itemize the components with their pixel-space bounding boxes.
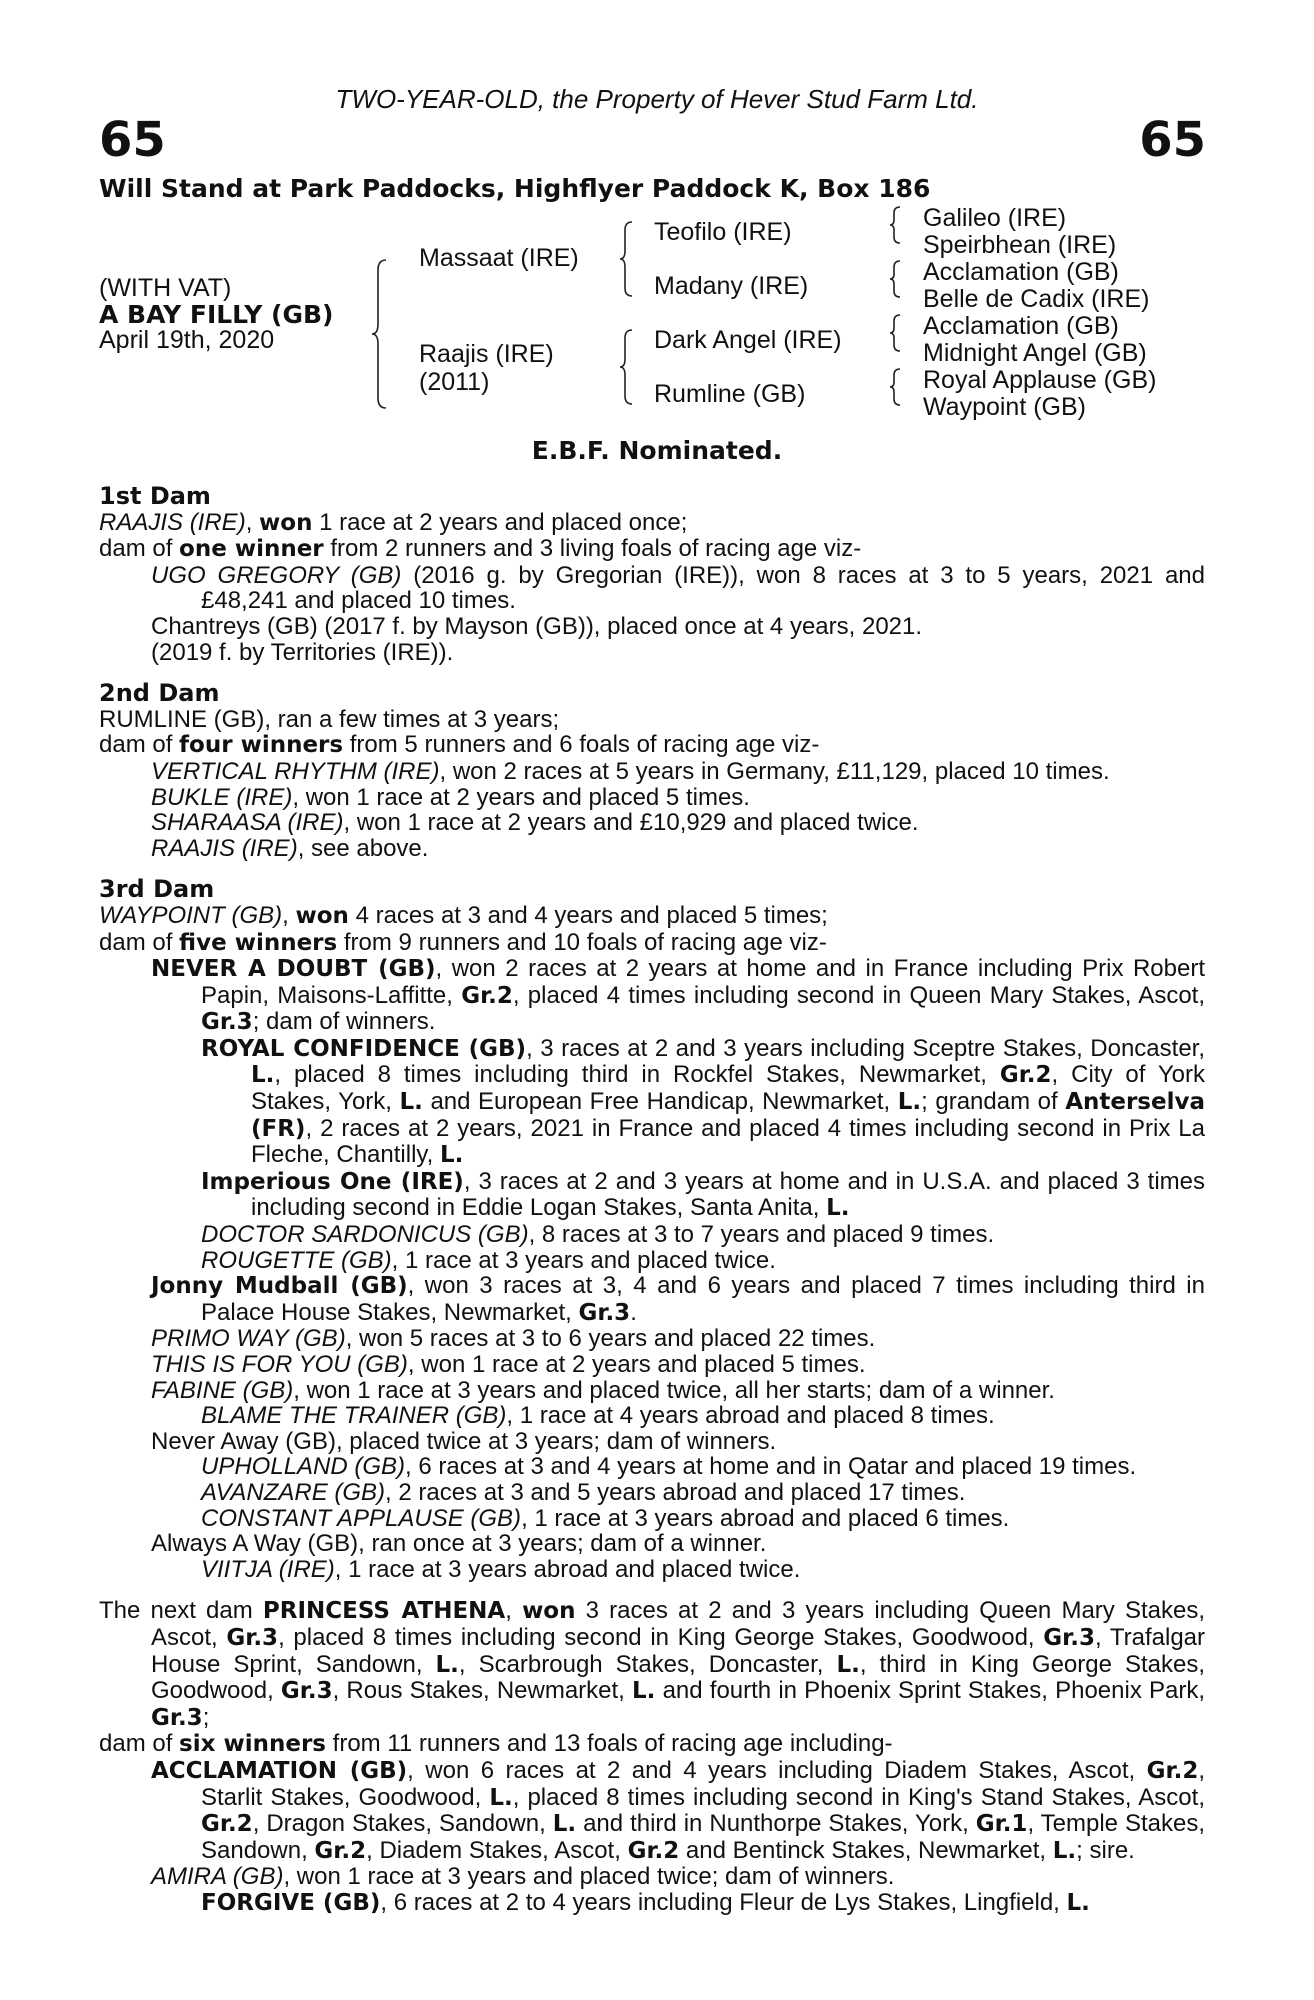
pedigree-ggs-8: Waypoint (GB): [923, 393, 1087, 421]
third-dam-produce: dam of five winners from 9 runners and 10 foals of racing age viz-: [99, 928, 827, 956]
lot-number-left: 65: [99, 112, 166, 168]
second-dam-foal-3: SHARAASA (IRE), won 1 race at 2 years and £10,929 and placed twice.: [151, 809, 919, 837]
stand-location: Will Stand at Park Paddocks, Highflyer Paddock K, Box 186: [99, 174, 931, 203]
page-header-title: TWO-YEAR-OLD, the Property of Hever Stud Farm Ltd.: [335, 84, 979, 114]
second-dam-line: RUMLINE (GB), ran a few times at 3 years;: [99, 705, 560, 733]
third-dam-foal-always-a-way: Always A Way (GB), ran once at 3 years; dam of a winner.: [151, 1530, 767, 1558]
third-dam-heading: 3rd Dam: [99, 875, 215, 904]
third-dam-line: WAYPOINT (GB), won 4 races at 3 and 4 years and placed 5 times;: [99, 901, 828, 929]
third-dam-foal-jonny-mudball: Jonny Mudball (GB), won 3 races at 3, 4 and 6 years and placed 7 times including third in Palace House Stakes, Newmarket, Gr.3.: [151, 1272, 1205, 1326]
horse-name: A BAY FILLY (GB): [99, 300, 334, 329]
pedigree-brace-ggs-3: [888, 313, 906, 353]
pedigree-brace-main: [370, 258, 392, 410]
third-dam-foal-never-a-doubt: NEVER A DOUBT (GB), won 2 races at 2 years at home and in France including Prix Robert Papin, Maisons-Laffitte, Gr.2, placed 4 times including second in Queen Mary Stakes, Ascot, Gr.3; dam of winners.: [151, 955, 1206, 1036]
vat-note: (WITH VAT): [99, 274, 232, 302]
third-dam-foal-this-is-for-you: THIS IS FOR YOU (GB), won 1 race at 2 years and placed 5 times.: [151, 1351, 866, 1378]
grand-foal-upholland: UPHOLLAND (GB), 6 races at 3 and 4 years at home and in Qatar and placed 19 times.: [201, 1453, 1137, 1481]
grand-foal-rougette: ROUGETTE (GB), 1 race at 3 years and placed twice.: [201, 1246, 776, 1274]
pedigree-sire-sire: Teofilo (IRE): [654, 218, 792, 246]
second-dam-produce: dam of four winners from 5 runners and 6 foals of racing age viz-: [99, 731, 820, 759]
next-dam-foal-amira: AMIRA (GB), won 1 race at 3 years and placed twice; dam of winners.: [151, 1863, 895, 1891]
third-dam-foal-never-away: Never Away (GB), placed twice at 3 years; dam of winners.: [151, 1427, 777, 1455]
pedigree-dam-year: (2011): [419, 368, 490, 396]
second-dam-foal-2: BUKLE (IRE), won 1 race at 2 years and placed 5 times.: [151, 783, 750, 811]
second-dam-heading: 2nd Dam: [99, 679, 220, 708]
grand-foal-constant-applause: CONSTANT APPLAUSE (GB), 1 race at 3 years abroad and placed 6 times.: [201, 1504, 1010, 1532]
pedigree-dam-dam: Rumline (GB): [654, 380, 806, 408]
grand-foal-avanzare: AVANZARE (GB), 2 races at 3 and 5 years abroad and placed 17 times.: [201, 1478, 966, 1506]
pedigree-ggs-4: Belle de Cadix (IRE): [923, 285, 1150, 313]
pedigree-brace-dam: [618, 328, 638, 406]
first-dam-foal-2: Chantreys (GB) (2017 f. by Mayson (GB)), placed once at 4 years, 2021.: [151, 612, 923, 640]
first-dam-heading: 1st Dam: [99, 482, 211, 510]
second-dam-foal-4: RAAJIS (IRE), see above.: [151, 834, 429, 862]
third-dam-foal-primo-way: PRIMO WAY (GB), won 5 races at 3 to 6 years and placed 22 times.: [151, 1325, 876, 1353]
lot-number-right: 65: [1139, 112, 1206, 168]
first-dam-produce: dam of one winner from 2 runners and 3 living foals of racing age viz-: [99, 535, 862, 563]
third-dam-foal-fabine: FABINE (GB), won 1 race at 3 years and placed twice, all her starts; dam of a winner.: [151, 1376, 1055, 1404]
pedigree-ggs-6: Midnight Angel (GB): [923, 339, 1147, 367]
grand-foal-blame-the-trainer: BLAME THE TRAINER (GB), 1 race at 4 years abroad and placed 8 times.: [201, 1402, 995, 1430]
grand-foal-doctor-sardonicus: DOCTOR SARDONICUS (GB), 8 races at 3 to 7 years and placed 9 times.: [201, 1221, 995, 1249]
next-dam-foal-acclamation: ACCLAMATION (GB), won 6 races at 2 and 4 years including Diadem Stakes, Ascot, Gr.2, Starlit Stakes, Goodwood, L., placed 8 times including second in King's Stand Stakes, Ascot, Gr.2, Dragon Stakes, Sandown, L. and third in Nunthorpe Stakes, York, Gr.1, Temple Stakes, Sandown, Gr.2, Diadem Stakes, Ascot, Gr.2 and Bentinck Stakes, Newmarket, L.; sire.: [151, 1756, 1206, 1864]
first-dam-foal-3: (2019 f. by Territories (IRE)).: [151, 638, 454, 666]
pedigree-brace-ggs-4: [888, 367, 906, 407]
first-dam-foal-1: UGO GREGORY (GB) (2016 g. by Gregorian (IRE)), won 8 races at 3 to 5 years, 2021 and £48,241 and placed 10 times.: [151, 561, 1205, 615]
pedigree-dam: Raajis (IRE): [419, 340, 554, 368]
pedigree-sire-dam: Madany (IRE): [654, 272, 809, 300]
pedigree-brace-ggs-2: [888, 259, 906, 299]
ebf-nominated: E.B.F. Nominated.: [531, 436, 783, 465]
pedigree-brace-sire: [618, 220, 638, 298]
grand-foal-royal-confidence: ROYAL CONFIDENCE (GB), 3 races at 2 and 3 years including Sceptre Stakes, Doncaster, L., placed 8 times including third in Rockfel Stakes, Newmarket, Gr.2, City of York Stakes, York, L. and European Free Handicap, Newmarket, L.; grandam of Anterselva (FR), 2 races at 2 years, 2021 in France and placed 4 times including second in Prix La Fleche, Chantilly, L.: [201, 1034, 1206, 1169]
next-dam-produce: dam of six winners from 11 runners and 13 foals of racing age including-: [99, 1730, 893, 1758]
pedigree-ggs-3: Acclamation (GB): [923, 258, 1119, 286]
pedigree-dam-sire: Dark Angel (IRE): [654, 326, 842, 354]
pedigree-ggs-2: Speirbhean (IRE): [923, 231, 1117, 259]
foaling-date: April 19th, 2020: [99, 326, 275, 354]
next-dam-princess-athena: The next dam PRINCESS ATHENA, won 3 races at 2 and 3 years including Queen Mary Stakes, Ascot, Gr.3, placed 8 times including second in King George Stakes, Goodwood, Gr.3, Trafalgar House Sprint, Sandown, L., Scarbrough Stakes, Doncaster, L., third in King George Stakes, Goodwood, Gr.3, Rous Stakes, Newmarket, L. and fourth in Phoenix Sprint Stakes, Phoenix Park, Gr.3;: [99, 1597, 1206, 1731]
pedigree-notes: [99, 484, 1205, 1916]
pedigree-ggs-7: Royal Applause (GB): [923, 366, 1157, 394]
grand-foal-imperious-one: Imperious One (IRE), 3 races at 2 and 3 years at home and in U.S.A. and placed 3 times including second in Eddie Logan Stakes, Santa Anita, L.: [201, 1167, 1205, 1222]
grand-foal-forgive: FORGIVE (GB), 6 races at 2 to 4 years including Fleur de Lys Stakes, Lingfield, L.: [201, 1888, 1090, 1916]
second-dam-foal-1: VERTICAL RHYTHM (IRE), won 2 races at 5 years in Germany, £11,129, placed 10 times.: [151, 757, 1110, 785]
pedigree-ggs-5: Acclamation (GB): [923, 312, 1119, 340]
pedigree-ggs-1: Galileo (IRE): [923, 204, 1067, 232]
first-dam-line: RAAJIS (IRE), won 1 race at 2 years and placed once;: [99, 508, 688, 536]
pedigree-brace-ggs-1: [888, 205, 906, 245]
grand-foal-viitja: VIITJA (IRE), 1 race at 3 years abroad and placed twice.: [201, 1555, 801, 1583]
pedigree-sire: Massaat (IRE): [419, 244, 579, 272]
